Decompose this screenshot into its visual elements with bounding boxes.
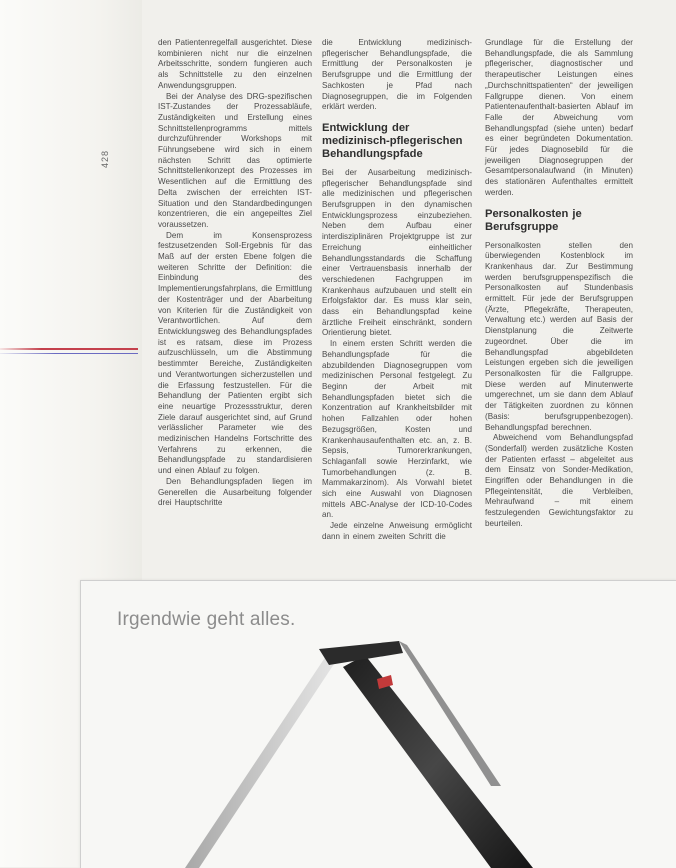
paragraph: Dem im Konsensprozess festzusetzenden Soll-Ergebnis für das Maß auf der ersten Ebene folgen die weiteren Schritte der Definition: die Einbindung des Implementierungsfahrplans, die Ermittlung der Kostenträger und der Abarbeitung von Kriterien für die Zuständigkeit von Verantwortlichen. Auf dem Entwicklungsweg des Behandlungspfades ist es ratsam, diese im Prozess aufzuschlüsseln, um die Abstimmung bestimmter Bereiche, Zuständigkeiten und Verantwortungen sicherzustellen und die Erfassung festzustellen. Für die Behandlung der Patienten ergibt sich eine neuartige Prozessstruktur, deren Ziele darauf ausgerichtet sind, auf Grund verlässlicher Parameter wie des medizinischen Handelns Fortschritte des Verfahrens zu erkennen, die Behandlungspfade zu standardisieren und einen Ablauf zu folgen. xyxy=(158,230,312,476)
text-column-2 xyxy=(322,38,472,543)
ad-slogan: Irgendwie geht alles. xyxy=(117,609,296,630)
paragraph: In einem ersten Schritt werden die Behandlungspfade für die abzubildenden Diagnosegruppen vom medizinischen Personal festgelegt. Zu Beginn der Arbeit mit Behandlungspfaden bietet sich die Konzentration auf Krankheitsbilder mit hohen Fallzahlen oder hohen Bezugsgrößen, Kosten und Krankenhausaufenthalten etc. an, z. B. Sepsis, Tumorerkrankungen, Schlaganfall sowie Herzinfarkt, wie Tumorbehandlungen (z. B. Mammakarzinom). Als Vorwahl bietet sich eine Auswahl von Diagnosen mittels ABC-Analyse der ICD-10-Codes an. xyxy=(322,339,472,520)
paragraph: Grundlage für die Erstellung der Behandlungspfade, die als Sammlung pflegerischer, diagnostischer und therapeutischer Leistungen eines „Durchschnittspatienten“ der jeweiligen Fallgruppe dienen. Von einem Patientenaufenthalt-basierten Ablauf im Falle der Abweichung vom Behandlungspfad (siehe unten) bedarf es einer begründeten Dokumentation. Für jedes Diagnosebild für die jeweiligen Diagnosegruppen der Gesamtpersonalaufwand (in Minuten) des stationären Aufenthaltes ermittelt werden. xyxy=(485,38,633,197)
page-number: 428 xyxy=(100,150,110,169)
section-heading: Personalkosten je Berufsgruppe xyxy=(485,207,582,233)
paragraph: Abweichend vom Behandlungspfad (Sonderfall) werden zusätzliche Kosten der Patienten erfasst – abgeleitet aus dem Einsatz von Sonder-Medikation, Eingriffen oder Behandlungen in die Pflegeintensität, die Verbleiben, Mehraufwand – mit einem festzulegenden Gewichtungsfaktor zu beurteilen. xyxy=(485,433,633,528)
frame-tube-left xyxy=(185,656,336,868)
paragraph: Bei der Ausarbeitung medizinisch-pflegerischer Behandlungspfade sind alle medizinischen und pflegerischen Berufsgruppen in den dynamischen Entwicklungsprozess einzubeziehen. Neben dem Aufbau einer interdisziplinären Projektgruppe ist zur Erreichung einheitlicher Behandlungsstandards die Schaffung einer Vertrauensbasis innerhalb der verschiedenen Fachgruppen im Krankenhaus aufzubauen und stellt ein Erfolgsfaktor dar. Es muss klar sein, dass ein Behandlungspfad keine ärztliche Freiheit einschränkt, sondern Orientierung bietet. xyxy=(322,167,472,338)
paragraph: Jede einzelne Anweisung ermöglicht dann in einem zweiten Schritt die xyxy=(322,521,472,541)
blue-margin-line xyxy=(0,353,138,354)
frame-tube-right xyxy=(343,655,533,868)
text-column-1 xyxy=(158,38,312,509)
advertisement xyxy=(80,580,676,868)
paragraph: Bei der Analyse des DRG-spezifischen IST-Zustandes der Prozessabläufe, Zuständigkeiten und Erstellung eines Schnittstellenprogramms mittels durchzuführender Workshops mit Führungsebene wird sich in einem nächsten Schritt das optimierte Schnittstellenkonzept des Prozesses im Wesentlichen auf die Ermittlung des Delta zwischen der erreichten IST-Situation und den Standardbedingungen konzentrieren, die ein angepeiltes Ziel voraussetzen. xyxy=(158,91,312,229)
paragraph: die Entwicklung medizinisch-pflegerischer Behandlungspfade, die Ermittlung der Personalkosten je Berufsgruppe und die Ermittlung der Sachkosten je Pfad nach Diagnosegruppen, die im Folgenden erklärt werden. xyxy=(322,38,472,112)
red-margin-line xyxy=(0,348,138,350)
paragraph: Den Behandlungspfaden liegen im Generellen die Ausarbeitung folgender drei Hauptschritte xyxy=(158,476,312,508)
paragraph: den Patientenregelfall ausgerichtet. Diese kombinieren nicht nur die einzelnen Arbeitsschritte, sondern fungieren auch als Schnittstelle zu den einzelnen Anwendungsgruppen. xyxy=(158,38,312,90)
paragraph: Personalkosten stellen den überwiegenden Kostenblock im Krankenhaus dar. Zur Bestimmung werden berufsgruppenspezifisch die Personalkosten auf Stundenbasis ermittelt. Für jede der Berufsgruppen (Ärzte, Pflegekräfte, Therapeuten, Verwaltung etc.) werden auf Basis der Dienstplanung die Zeitwerte zugeordnet. Über die im Behandlungspfad abgebildeten Leistungen ergeben sich die jeweiligen Personalkosten für die Fallgruppe. Diese werden auf Minutenwerte umgerechnet, um sie dann dem Ablauf der Tätigkeiten zuordnen zu können (Basis: berufsgruppenbezogen). Behandlungspfad berechnen. xyxy=(485,240,633,432)
text-column-3 xyxy=(485,38,633,530)
section-heading: Entwicklung der medizinisch-pflegerischen Behandlungspfade xyxy=(322,121,463,160)
